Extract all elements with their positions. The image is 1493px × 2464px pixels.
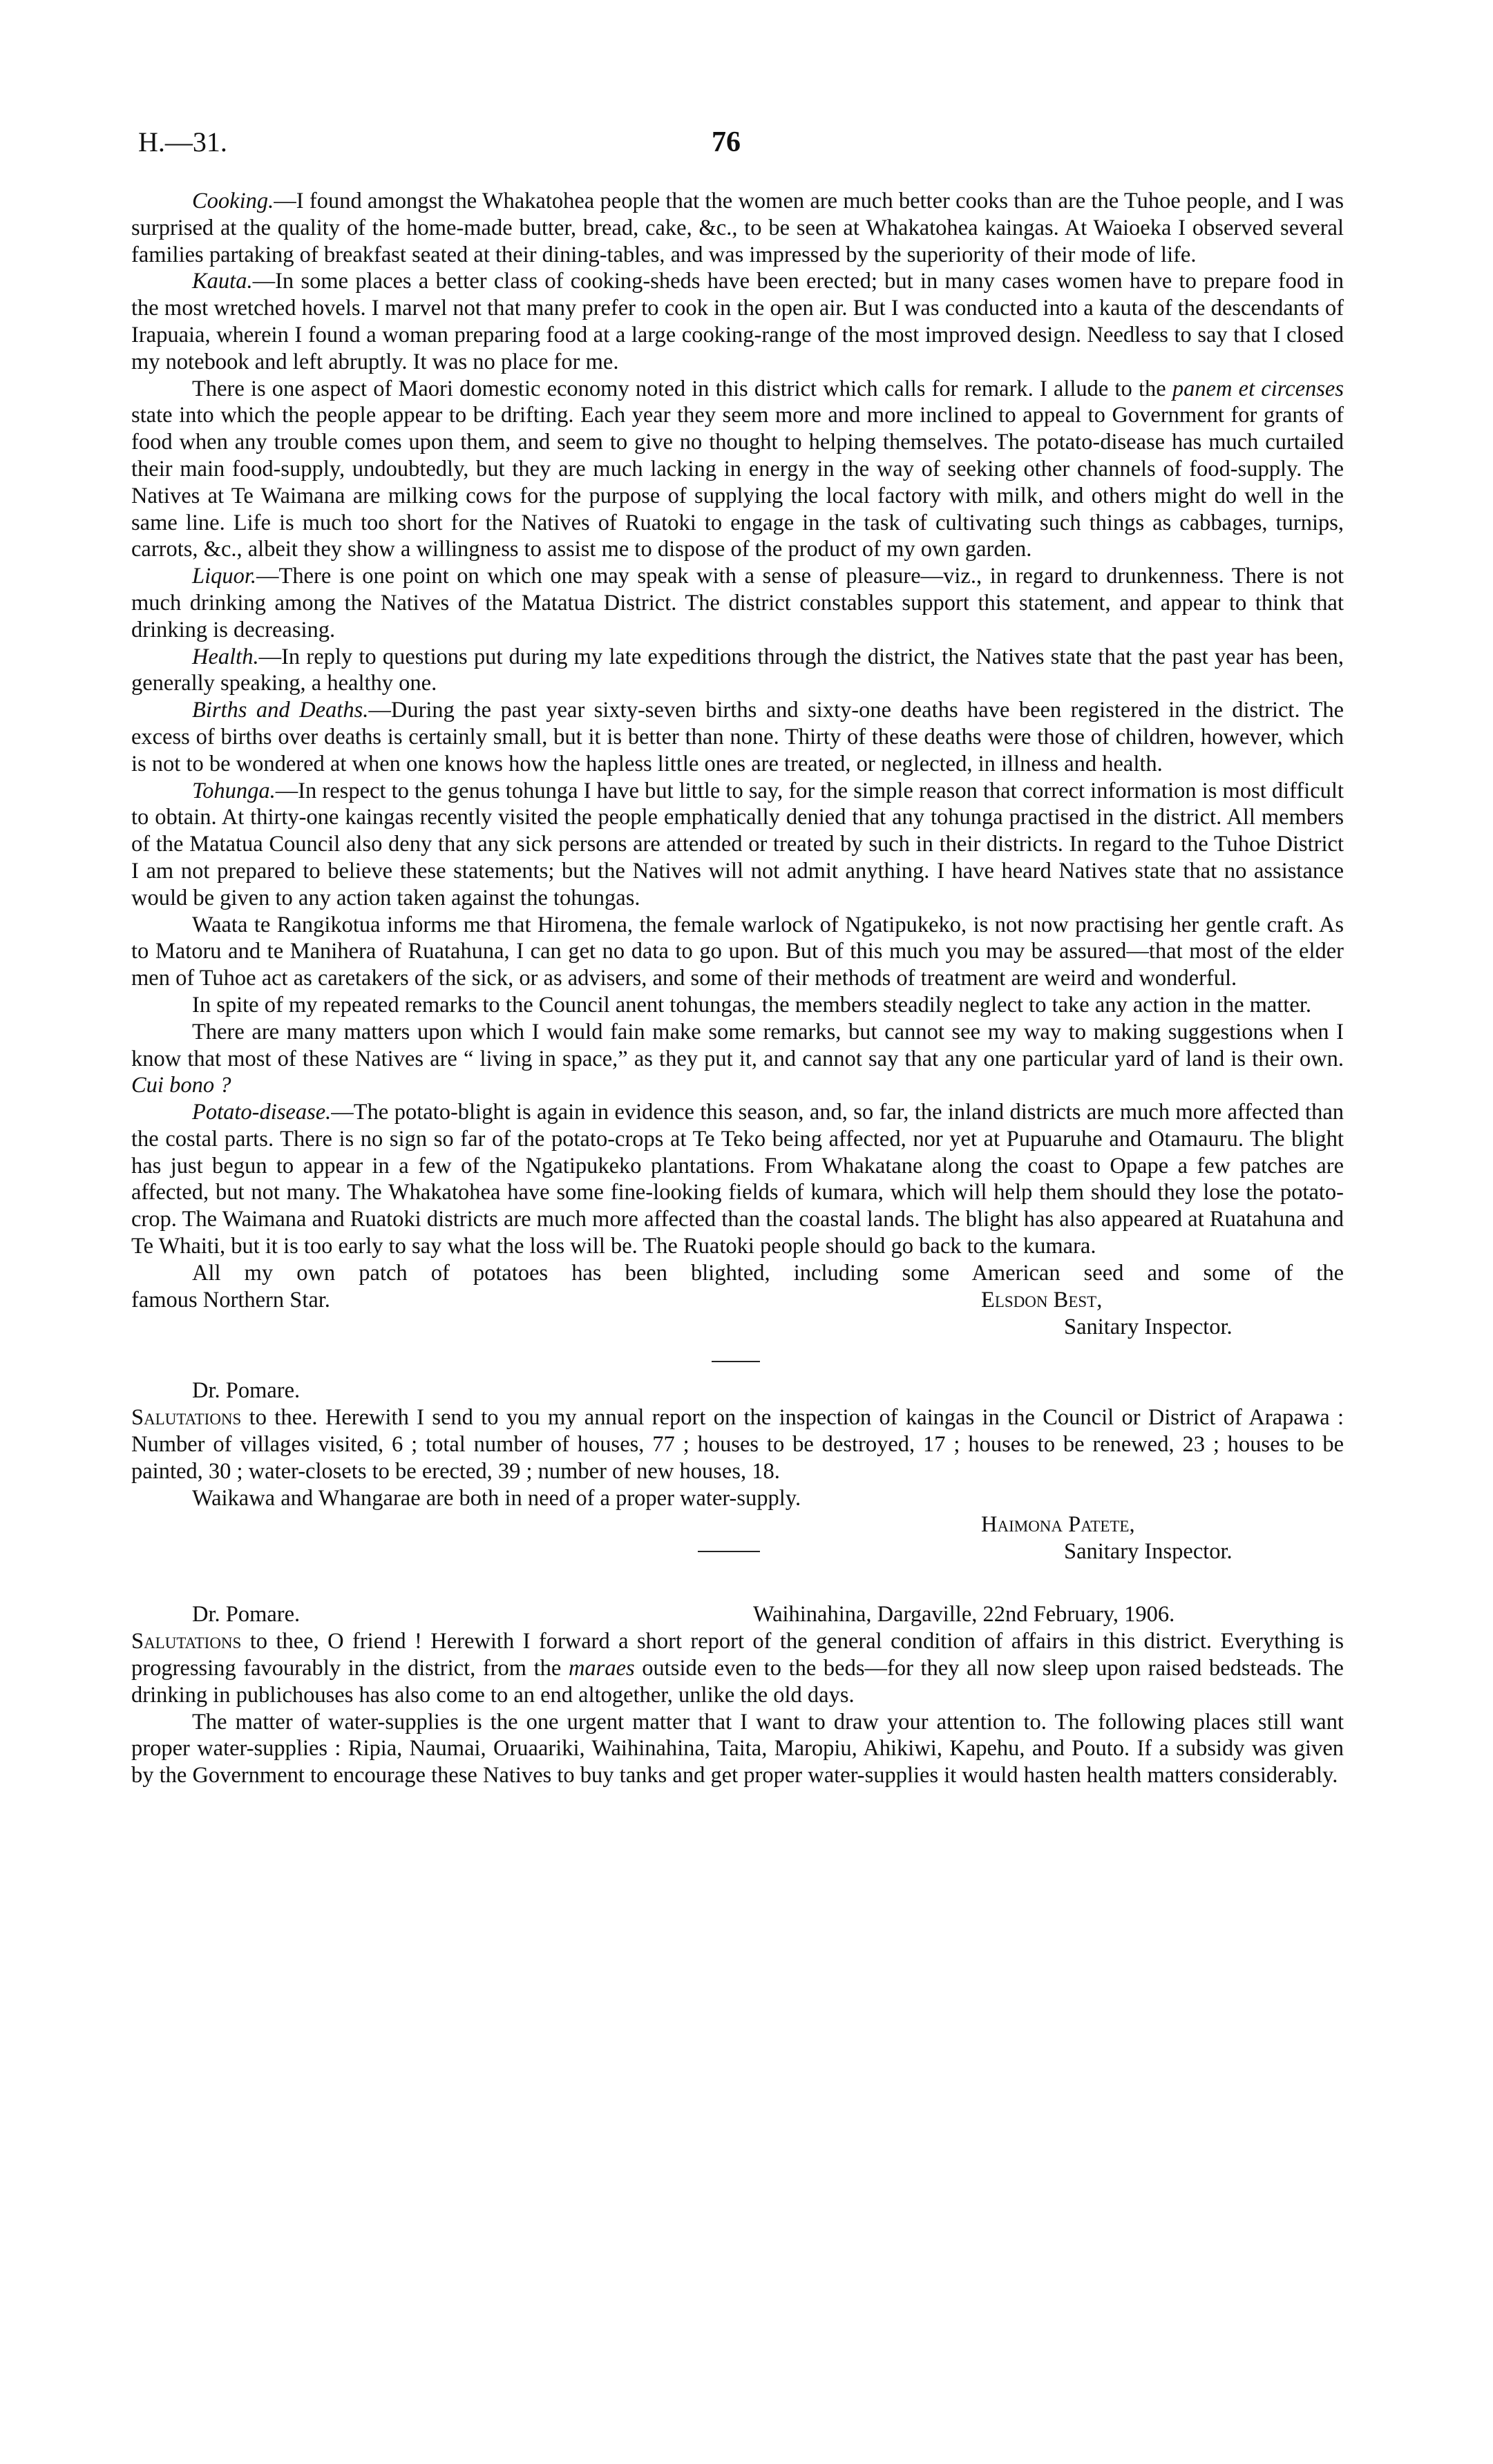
- text-cooking: —I found amongst the Whakatohea people that the women are much better cooks than are the Tuhoe people, and I was surprised at the quality of the home-made butter, bread, cake, &c., to be seen at Whakatohea kaingas. At Waioeka I observed several families partaking of breakfast seated at their dining-tables, and was impressed by the superiority of their mode of life.: [131, 189, 1344, 267]
- signature-name-best: Elsdon Best,: [981, 1287, 1103, 1312]
- salutation-letter-3: Salutations: [131, 1629, 242, 1654]
- paragraph-matters: [131, 1019, 1344, 1099]
- text-economy-2: state into which the people appear to be drifting. Each year they seem more and more inclined to appeal to Government for grants of food when any trouble comes upon them, and seem to give no thought to helping themselves. The potato-disease has much curtailed their main food-supply, undoubtedly, but they are much lacking in energy in the way of seeking other channels of food-supply. The Natives at Te Waimana are milking cows for the purpose of supplying the local factory with milk, and others might do well in the same line. Life is much too short for the Natives of Ruatoki to engage in the task of cultivating such things as cabbages, turnips, carrots, &c., albeit they show a willingness to assist me to dispose of the product of my own garden.: [131, 403, 1344, 562]
- paragraph-economy: [131, 376, 1344, 564]
- addressee-letter-2: Dr. Pomare.: [192, 1378, 301, 1404]
- heading-health: Health.: [192, 644, 259, 669]
- page-number: 76: [712, 126, 741, 158]
- place-date-letter-3: Waihinahina, Dargaville, 22nd February, 1906.: [753, 1602, 1175, 1627]
- paragraph-letter-2: [131, 1404, 1344, 1484]
- paragraph-kauta: [131, 268, 1344, 375]
- text-tohunga: —In respect to the genus tohunga I have but little to say, for the simple reason that correct information is most difficult to obtain. At thirty-one kaingas recently visited the people emphatically denied that any tohunga practised in the district. All members of the Matatua Council also deny that any sick persons are attended or treated by such in their districts. In regard to the Tuhoe District I am not prepared to believe these statements; but the Natives will not admit anything. I have heard Natives state that no assistance would be given to any action taken against the tohungas.: [131, 778, 1344, 910]
- document-reference: H.—31.: [138, 126, 227, 157]
- paragraph-liquor: [131, 563, 1344, 643]
- letter-3-heading: [131, 1601, 1344, 1628]
- salutation-letter-2: Salutations: [131, 1405, 242, 1431]
- heading-births: Births and Deaths.: [192, 698, 369, 723]
- signature-name-patete: Haimona Patete,: [981, 1512, 1135, 1538]
- signature-title-patete: Sanitary Inspector.: [1064, 1539, 1233, 1565]
- paragraph-tohunga: [131, 778, 1344, 912]
- text-liquor: —There is one point on which one may speak with a sense of pleasure—viz., in regard to drunkenness. There is not much drinking among the Natives of the Matatua District. The district constables support this statement, and appear to think that drinking is decreasing.: [131, 564, 1344, 642]
- text-economy-1: There is one aspect of Maori domestic economy noted in this district which calls for remark. I allude to the: [192, 376, 1172, 401]
- paragraph-potato: [131, 1099, 1344, 1260]
- text-matters: There are many matters upon which I would fain make some remarks, but cannot see my way to making suggestions when I know that most of these Natives are “ living in space,” as they put it, and cannot say that any one particular yard of land is their own.: [131, 1019, 1344, 1071]
- addressee-letter-3: Dr. Pomare.: [192, 1602, 301, 1627]
- word-maraes: maraes: [568, 1656, 635, 1681]
- signature-title-best: Sanitary Inspector.: [1064, 1314, 1233, 1339]
- paragraph-letter-2-water: Waikawa and Whangarae are both in need of a proper water-supply.: [192, 1485, 801, 1511]
- paragraph-cooking: [131, 188, 1344, 268]
- heading-potato: Potato-disease.: [192, 1100, 332, 1125]
- paragraph-council: In spite of my repeated remarks to the Council anent tohungas, the members steadily neglect to take any action in the matter.: [192, 992, 1311, 1018]
- text-letter-2: to thee. Herewith I send to you my annual report on the inspection of kaingas in the Council or District of Arapawa : Number of villages visited, 6 ; total number of houses, 77 ; houses to be destroyed, 17 ; houses to be renewed, 23 ; houses to be painted, 30 ; water-closets to be erected, 39 ; number of new houses, 18.: [131, 1405, 1344, 1484]
- signature-line-1: [131, 1287, 1344, 1314]
- heading-cooking: Cooking.: [192, 189, 274, 213]
- section-divider-2: [698, 1551, 760, 1552]
- text-potato: —The potato-blight is again in evidence this season, and, so far, the inland districts are much more affected than the costal parts. There is no sign so far of the potato-crops at Te Teko being affected, nor yet at Pupuaruhe and Otamauru. The blight has just begun to appear in a few of the Ngatipukeko plantations. From Whakatane along the coast to Opape a few patches are affected, but not many. The Whakatohea have some fine-looking fields of kumara, which will help them should they lose the potato-crop. The Waimana and Ruatoki districts are much more affected than the coastal lands. The blight has also appeared at Ruatahuna and Te Whaiti, but it is too early to say what the loss will be. The Ruatoki people should go back to the kumara.: [131, 1100, 1344, 1259]
- text-letter-3-1: to thee, O friend ! Herewith I forward a short report of the general condition of affairs in this district. Everything is progressing favourably in the district, from the: [131, 1629, 1344, 1681]
- section-divider: [712, 1361, 760, 1362]
- paragraph-letter-3-water: The matter of water-supplies is the one urgent matter that I want to draw your attention to. The following places still want proper water-supplies : Ripia, Naumai, Oruaariki, Waihinahina, Taita, Maropiu, Ahikiwi, Kapehu, and Pouto. If a subsidy was given by the Government to encourage these Natives to buy tanks and get proper water-supplies it would hasten health matters considerably.: [131, 1709, 1344, 1788]
- heading-kauta: Kauta.: [192, 269, 253, 294]
- paragraph-births: [131, 697, 1344, 777]
- text-births: —During the past year sixty-seven births and sixty-one deaths have been registered in the district. The excess of births over deaths is certainly small, but it is better than none. Thirty of these deaths were those of children, however, which is not to be wondered at when one knows how the hapless little ones are treated, or neglected, in illness and health.: [131, 698, 1344, 776]
- spacer: [131, 1565, 1344, 1583]
- text-patch-last: famous Northern Star.: [131, 1287, 330, 1312]
- phrase-panem: panem et circenses: [1172, 376, 1344, 401]
- paragraph-letter-3: [131, 1628, 1344, 1708]
- spacer: [131, 1583, 1344, 1601]
- paragraph-health: [131, 644, 1344, 698]
- document-body: [131, 188, 1344, 1789]
- text-health: —In reply to questions put during my late expeditions through the district, the Natives state that the past year has been, generally speaking, a healthy one.: [131, 644, 1344, 696]
- paragraph-waata: Waata te Rangikotua informs me that Hiromena, the female warlock of Ngatipukeko, is not now practising her gentle craft. As to Matoru and te Manihera of Ruatahuna, I can get no data to go upon. But of this much you may be assured—that most of the elder men of Tuhoe act as caretakers of the sick, or as advisers, and some of their methods of treatment are weird and wonderful.: [131, 912, 1344, 991]
- heading-liquor: Liquor.: [192, 564, 257, 589]
- paragraph-patch: All my own patch of potatoes has been blighted, including some American seed and some of the: [192, 1260, 1344, 1286]
- text-letter-3-2: outside even to the beds—for they all now sleep upon raised bedsteads. The drinking in publichouses has also come to an end altogether, unlike the old days.: [131, 1656, 1344, 1708]
- phrase-cui-bono: Cui bono ?: [131, 1073, 231, 1098]
- signature-line-2: [131, 1538, 1344, 1565]
- text-kauta: —In some places a better class of cooking-sheds have been erected; but in many cases women have to prepare food in the most wretched hovels. I marvel not that many prefer to cook in the open air. But I was conducted into a kauta of the descendants of Irapuaia, wherein I found a woman preparing food at a large cooking-range of the most improved design. Needless to say that I closed my notebook and left abruptly. It was no place for me.: [131, 269, 1344, 374]
- heading-tohunga: Tohunga.: [192, 778, 276, 803]
